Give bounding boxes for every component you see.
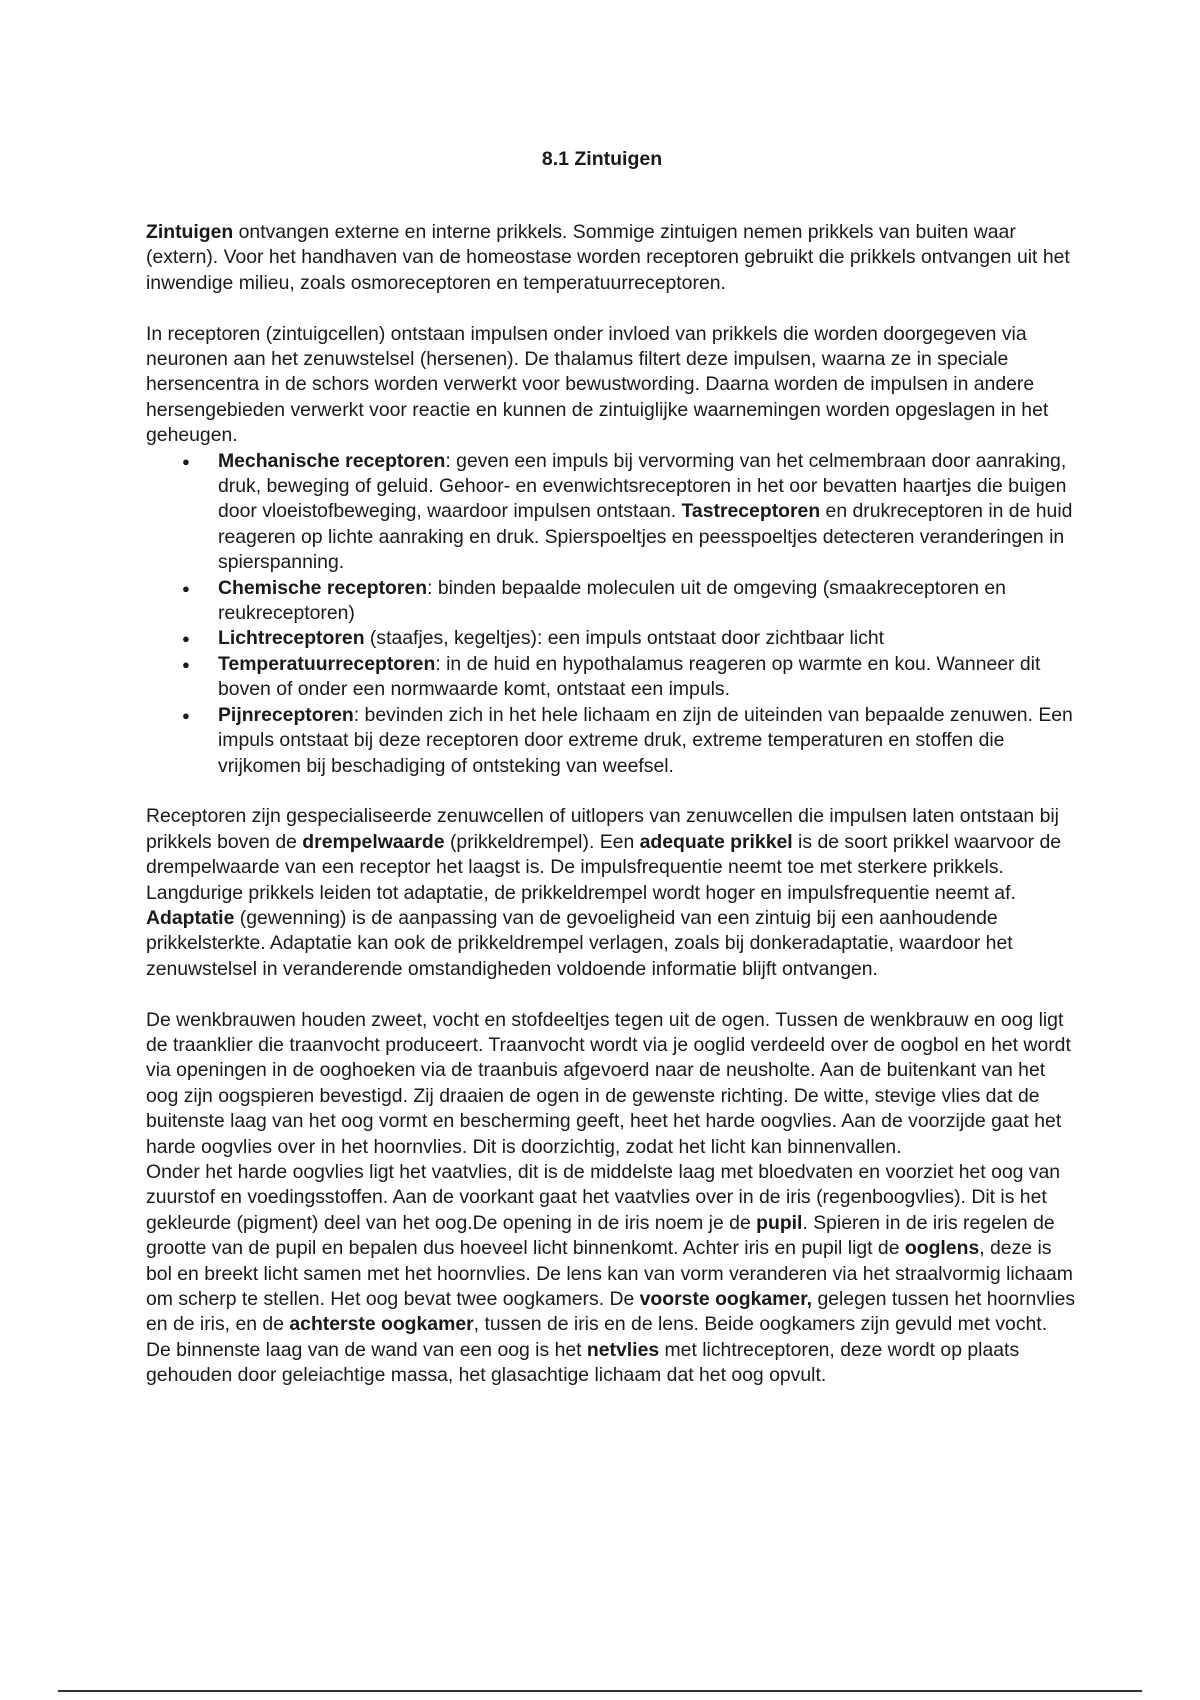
text-run: : geven een impuls bij vervorming van het celmembraan door aanraking, druk, beweging of geluid. Gehoor- en evenwichtsreceptoren in het oor bevatten haartjes die buigen door vloeistofbeweging, waardoor impulsen ontstaan.	[218, 449, 1067, 523]
paragraph-eye-inner	[146, 1160, 1076, 1389]
text-run: Receptoren zijn gespecialiseerde zenuwcellen of uitlopers van zenuwcellen die impulsen laten ontstaan bij prikkels boven de	[146, 805, 1059, 853]
text-run: (gewenning) is de aanpassing van de gevoeligheid van een zintuig bij een aanhoudende prikkelsterkte. Adaptatie kan ook de prikkeldrempel verlagen, zoals bij donkeradaptatie, waardoor het zenuwstelsel in veranderende omstandigheden voldoende informatie blijft ontvangen.	[146, 906, 1013, 980]
list-item	[218, 449, 1076, 576]
paragraph-gap	[146, 982, 1076, 1007]
text-run: en drukreceptoren in de huid reageren op lichte aanraking en druk. Spierspoeltjes en peesspoeltjes detecteren veranderingen in spierspanning.	[218, 500, 1073, 574]
text-run: gelegen tussen het hoornvlies en de iris, en de	[146, 1288, 1076, 1336]
document-body	[146, 220, 1076, 1389]
text-run: ontvangen externe en interne prikkels. Sommige zintuigen nemen prikkels van buiten waar (extern). Voor het handhaven van de homeostase worden receptoren gebruikt die prikkels ontvangen uit het inwendige milieu, zoals osmoreceptoren en temperatuurreceptoren.	[146, 221, 1070, 294]
text-run: De wenkbrauwen houden zweet, vocht en stofdeeltjes tegen uit de ogen. Tussen de wenkbrauw en oog ligt de traanklier die traanvocht produceert. Traanvocht wordt via je ooglid verdeeld over de oogbol en het wordt via openingen in de ooghoeken via de traanbuis afgevoerd naar de neusholte. Aan de buitenkant van het oog zijn oogspieren bevestigd. Zij draaien de ogen in de gewenste richting. De witte, stevige vlies dat de buitenste laag van het oog vormt en bescherming geeft, heet het harde oogvlies. Aan de voorzijde gaat het harde oogvlies over in het hoornvlies. Dit is doorzichtig, zodat het licht kan binnenvallen.	[146, 1008, 1071, 1158]
text-run: . Spieren in de iris regelen de grootte van de pupil en bepalen dus hoeveel licht binnenkomt. Achter iris en pupil ligt de	[146, 1211, 1055, 1260]
text-run: met lichtreceptoren, deze wordt op plaats gehouden door geleiachtige massa, het glasachtige lichaam dat het oog opvult.	[146, 1338, 1020, 1387]
term-pupil: pupil	[756, 1211, 803, 1234]
text-run: (prikkeldrempel). Een	[444, 830, 640, 853]
term-adequate-prikkel: adequate prikkel	[639, 830, 793, 853]
term-temperatuurreceptoren: Temperatuurreceptoren	[218, 652, 436, 675]
paragraph-gap	[146, 779, 1076, 804]
text-run: Onder het harde oogvlies ligt het vaatvlies, dit is de middelste laag met bloedvaten en voorziet het oog van zuurstof en voedingsstoffen. Aan de voorkant gaat het vaatvlies over in de iris (regenboogvlies). Dit is het gekleurde (pigment) deel van het oog.De opening in de iris noem je de	[146, 1160, 1061, 1234]
term-ooglens: ooglens	[904, 1237, 980, 1260]
term-lichtreceptoren: Lichtreceptoren	[218, 627, 365, 650]
paragraph-gap	[146, 296, 1076, 321]
text-run: , deze is bol en breekt licht samen met het hoornvlies. De lens kan van vorm veranderen via het straalvormig lichaam om scherp te stellen. Het oog bevat twee oogkamers. De	[146, 1237, 1073, 1311]
text-run: : in de huid en hypothalamus reageren op warmte en kou. Wanneer dit boven of onder een normwaarde komt, ontstaat een impuls.	[218, 652, 1041, 701]
list-item	[218, 626, 1076, 651]
term-zintuigen: Zintuigen	[146, 221, 234, 243]
term-achterste-oogkamer: achterste oogkamer	[289, 1313, 474, 1336]
term-voorste-oogkamer: voorste oogkamer,	[639, 1288, 813, 1311]
bottom-rule	[58, 1690, 1142, 1692]
list-item	[218, 652, 1076, 703]
term-tastreceptoren: Tastreceptoren	[681, 500, 821, 523]
paragraph-intro	[146, 220, 1076, 296]
text-run: , tussen de iris en de lens. Beide oogkamers zijn gevuld met vocht. De binnenste laag van de wand van een oog is het	[146, 1313, 1048, 1361]
list-item	[218, 703, 1076, 779]
term-pijnreceptoren: Pijnreceptoren	[218, 703, 354, 726]
text-run: : binden bepaalde moleculen uit de omgeving (smaakreceptoren en reukreceptoren)	[218, 576, 1006, 625]
paragraph-threshold	[146, 804, 1076, 982]
paragraph-receptors	[146, 322, 1076, 449]
term-netvlies: netvlies	[586, 1338, 660, 1361]
text-run: (staafjes, kegeltjes): een impuls ontstaat door zichtbaar licht	[364, 627, 885, 650]
term-chemische-receptoren: Chemische receptoren	[218, 576, 428, 599]
receptor-types-list	[146, 449, 1076, 779]
text-run: is de soort prikkel waarvoor de drempelwaarde van een receptor het laagst is. De impulsfrequentie neemt toe met sterkere prikkels. Langdurige prikkels leiden tot adaptatie, de prikkeldrempel wordt hoger en impulsfrequentie neemt af.	[146, 830, 1062, 904]
page-title: 8.1 Zintuigen	[541, 148, 663, 170]
paragraph-eye-outer	[146, 1008, 1076, 1160]
term-mechanische-receptoren: Mechanische receptoren	[218, 449, 446, 472]
text-run: In receptoren (zintuigcellen) ontstaan impulsen onder invloed van prikkels die worden doorgegeven via neuronen aan het zenuwstelsel (hersenen). De thalamus filtert deze impulsen, waarna ze in speciale hersencentra in de schors worden verwerkt voor bewustwording. Daarna worden de impulsen in andere hersengebieden verwerkt voor reactie en kunnen de zintuiglijke waarnemingen worden opgeslagen in het geheugen.	[146, 322, 1049, 447]
term-drempelwaarde: drempelwaarde	[302, 830, 445, 853]
term-adaptatie: Adaptatie	[146, 906, 235, 929]
list-item	[218, 576, 1076, 627]
text-run: : bevinden zich in het hele lichaam en zijn de uiteinden van bepaalde zenuwen. Een impuls ontstaat bij deze receptoren door extreme druk, extreme temperaturen en stoffen die vrijkomen bij beschadiging of ontsteking van weefsel.	[218, 703, 1073, 777]
